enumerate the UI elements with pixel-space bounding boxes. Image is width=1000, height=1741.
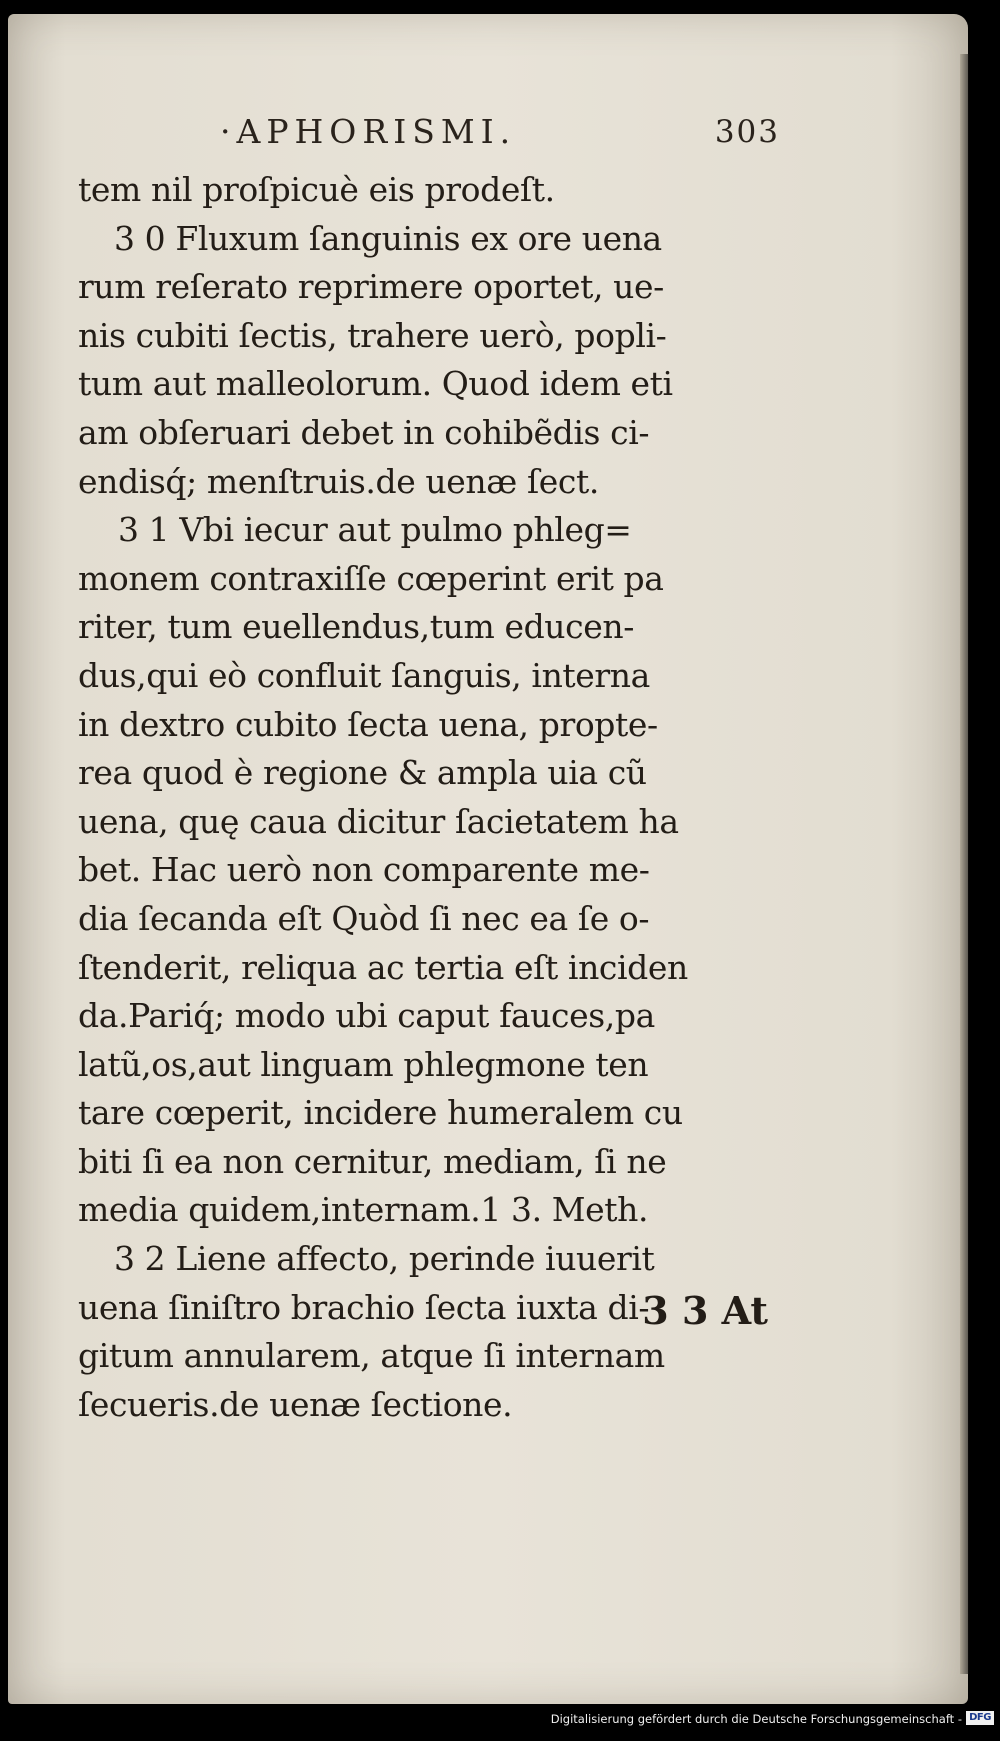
text-line: 3 2 Liene affecto, perinde iuuerit	[114, 1239, 655, 1279]
text-line: tum aut malleolorum. Quod idem eti	[78, 364, 673, 404]
text-line: nis cubiti ſectis, trahere uerò, popli-	[78, 315, 667, 355]
digitization-credit: Digitalisierung gefördert durch die Deutsche Forschungsgemeinschaft -	[550, 1712, 962, 1726]
text-line: rea quod è regione & ampla uia cũ	[78, 753, 647, 793]
text-line: biti ſi ea non cernitur, mediam, ſi ne	[78, 1141, 667, 1181]
text-line: tare cœperit, incidere humeralem cu	[78, 1093, 683, 1133]
text-line: endisq́; menſtruis.de uenæ ſect.	[78, 461, 599, 501]
text-line: gitum annularem, atque ſi internam	[78, 1336, 665, 1376]
catchword: 3 3 At	[642, 1288, 768, 1333]
text-line: riter, tum euellendus,tum educen-	[78, 607, 634, 647]
text-line: dus,qui eò confluit ſanguis, interna	[78, 655, 650, 695]
text-line: rum reſerato reprimere oportet, ue-	[78, 267, 664, 307]
text-line: latũ,os,aut linguam phlegmone ten	[78, 1044, 649, 1084]
text-line: media quidem,internam.1 3. Meth.	[78, 1190, 649, 1230]
text-line: uena ſiniſtro brachio ſecta iuxta di-	[78, 1287, 650, 1327]
text-line: 3 0 Fluxum ſanguinis ex ore uena	[114, 218, 662, 258]
text-line: da.Pariq́; modo ubi caput fauces,pa	[78, 996, 655, 1036]
text-line: 3 1 Vbi iecur aut pulmo phleg=	[118, 510, 632, 550]
page-number: 303	[714, 114, 780, 150]
running-head: ·APHORISMI.	[220, 112, 517, 151]
text-line: ſecueris.de uenæ ſectione.	[78, 1384, 513, 1424]
text-line: uena, quę caua dicitur ſacietatem ha	[78, 801, 679, 841]
dfg-logo-icon: DFG	[966, 1711, 994, 1725]
text-line: dia ſecanda eſt Quòd ſi nec ea ſe o-	[78, 898, 650, 938]
text-line: am obſeruari debet in cohibẽdis ci-	[78, 412, 650, 452]
text-line: tem nil proſpicuè eis prodeſt.	[78, 170, 555, 209]
page-header	[220, 112, 780, 162]
page-edge	[960, 54, 970, 1674]
text-line: in dextro cubito ſecta uena, propte-	[78, 704, 658, 744]
text-line: ſtenderit, reliqua ac tertia eſt inciden	[78, 947, 688, 987]
body-text	[78, 166, 758, 1429]
text-line: monem contraxiſſe cœperint erit pa	[78, 558, 664, 598]
text-line: bet. Hac uerò non comparente me-	[78, 850, 650, 890]
